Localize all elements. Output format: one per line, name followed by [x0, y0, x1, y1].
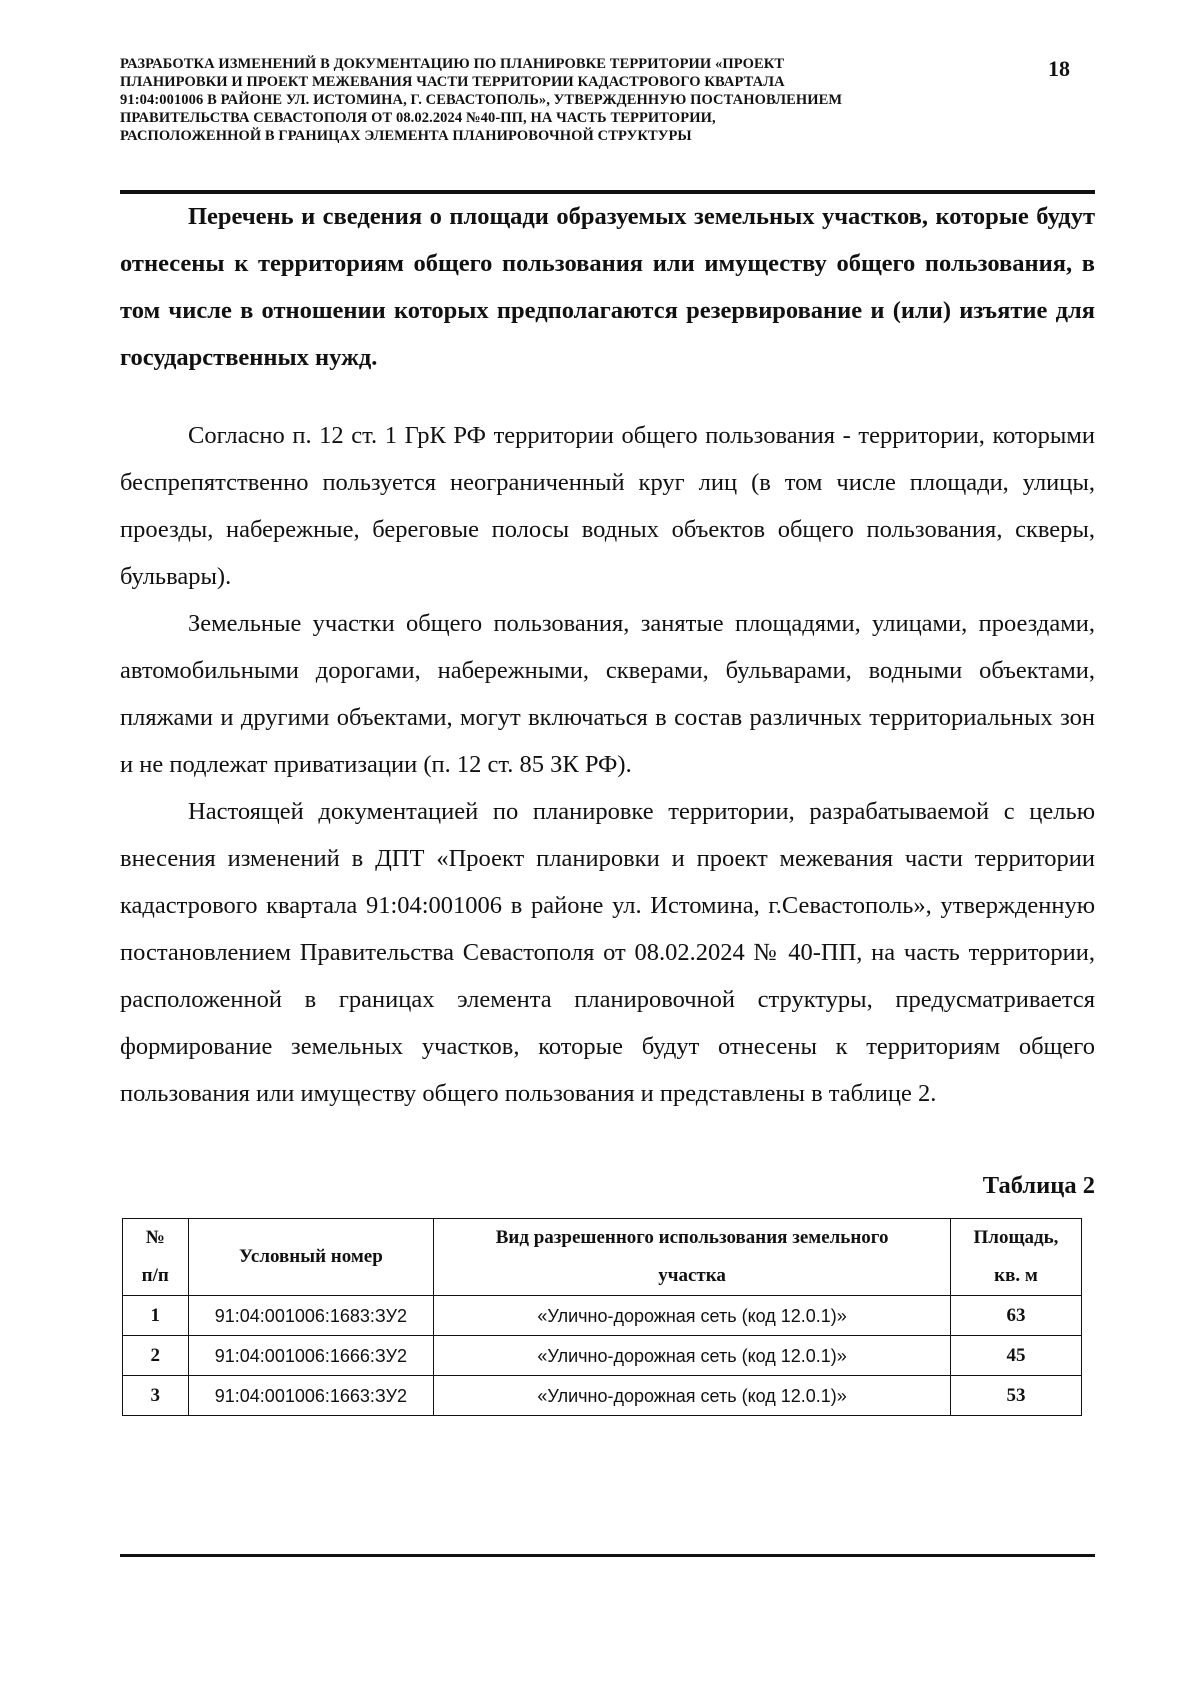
- table-row: [123, 1336, 1082, 1376]
- header-text: кв. м: [994, 1265, 1038, 1286]
- row-number-cell: 1: [123, 1296, 189, 1336]
- table-row: [123, 1376, 1082, 1416]
- cadastral-number-cell: 91:04:001006:1683:ЗУ2: [188, 1296, 434, 1336]
- header-cell-area: [950, 1219, 1081, 1296]
- paragraph: Настоящей документацией по планировке территории, разрабатываемой с целью внесения изменений в ДПТ «Проект планировки и проект межевания части территории кадастрового квартала 91:04:001006 в районе ул. Истомина, г.Севастополь», утвержденную постановлением Правительства Севастополя от 08.02.2024 № 40-ПП, на часть территории, расположенной в границах элемента планировочной структуры, предусматривается формирование земельных участков, которые будут отнесены к территориям общего пользования или имуществу общего пользования и представлены в таблице 2.: [120, 798, 1095, 1107]
- header-text: Площадь,: [973, 1227, 1059, 1248]
- section-title: Перечень и сведения о площади образуемых земельных участков, которые будут отнесены к территориям общего пользования или имуществу общего пользования, в том числе в отношении которых предполагаются резервирование и (или) изъятие для государственных нужд.: [120, 203, 1095, 371]
- header-cell-cadastral: Условный номер: [188, 1219, 434, 1296]
- header-text: №: [145, 1227, 165, 1248]
- header-line: РАСПОЛОЖЕННОЙ В ГРАНИЦАХ ЭЛЕМЕНТА ПЛАНИРОВОЧНОЙ СТРУКТУРЫ: [120, 128, 692, 144]
- row-number-cell: 3: [123, 1376, 189, 1416]
- paragraph: Согласно п. 12 ст. 1 ГрК РФ территории общего пользования - территории, которыми беспрепятственно пользуется неограниченный круг лиц (в том числе площади, улицы, проезды, набережные, береговые полосы водных объектов общего пользования, скверы, бульвары).: [120, 422, 1095, 590]
- row-number-cell: 2: [123, 1336, 189, 1376]
- land-plots-table: [122, 1218, 1082, 1416]
- cadastral-number-cell: 91:04:001006:1663:ЗУ2: [188, 1376, 434, 1416]
- cadastral-number-cell: 91:04:001006:1666:ЗУ2: [188, 1336, 434, 1376]
- document-header: [120, 55, 1000, 145]
- header-line: 91:04:001006 В РАЙОНЕ УЛ. ИСТОМИНА, Г. СЕВАСТОПОЛЬ», УТВЕРЖДЕННУЮ ПОСТАНОВЛЕНИЕМ: [120, 92, 843, 108]
- header-line: ПЛАНИРОВКИ И ПРОЕКТ МЕЖЕВАНИЯ ЧАСТИ ТЕРРИТОРИИ КАДАСТРОВОГО КВАРТАЛА: [120, 74, 785, 90]
- footer-divider: [120, 1554, 1095, 1557]
- header-cell-use: [434, 1219, 951, 1296]
- permitted-use-cell: «Улично-дорожная сеть (код 12.0.1)»: [434, 1296, 951, 1336]
- table-caption: Таблица 2: [982, 1172, 1095, 1199]
- table-header-row: [123, 1219, 1082, 1296]
- header-line: РАЗРАБОТКА ИЗМЕНЕНИЙ В ДОКУМЕНТАЦИЮ ПО ПЛАНИРОВКЕ ТЕРРИТОРИИ «ПРОЕКТ: [120, 56, 785, 72]
- area-cell: 63: [950, 1296, 1081, 1336]
- header-cell-number: [123, 1219, 189, 1296]
- header-text: п/п: [141, 1265, 169, 1286]
- paragraph: Земельные участки общего пользования, занятые площадями, улицами, проездами, автомобильными дорогами, набережными, скверами, бульварами, водными объектами, пляжами и другими объектами, могут включаться в состав различных территориальных зон и не подлежат приватизации (п. 12 ст. 85 ЗК РФ).: [120, 610, 1095, 778]
- header-line: ПРАВИТЕЛЬСТВА СЕВАСТОПОЛЯ ОТ 08.02.2024 №40-ПП, НА ЧАСТЬ ТЕРРИТОРИИ,: [120, 110, 716, 126]
- permitted-use-cell: «Улично-дорожная сеть (код 12.0.1)»: [434, 1376, 951, 1416]
- area-cell: 45: [950, 1336, 1081, 1376]
- table-row: [123, 1296, 1082, 1336]
- header-text: участка: [658, 1265, 726, 1286]
- permitted-use-cell: «Улично-дорожная сеть (код 12.0.1)»: [434, 1336, 951, 1376]
- page-number: 18: [1048, 56, 1070, 81]
- header-text: Вид разрешенного использования земельного: [495, 1227, 889, 1248]
- area-cell: 53: [950, 1376, 1081, 1416]
